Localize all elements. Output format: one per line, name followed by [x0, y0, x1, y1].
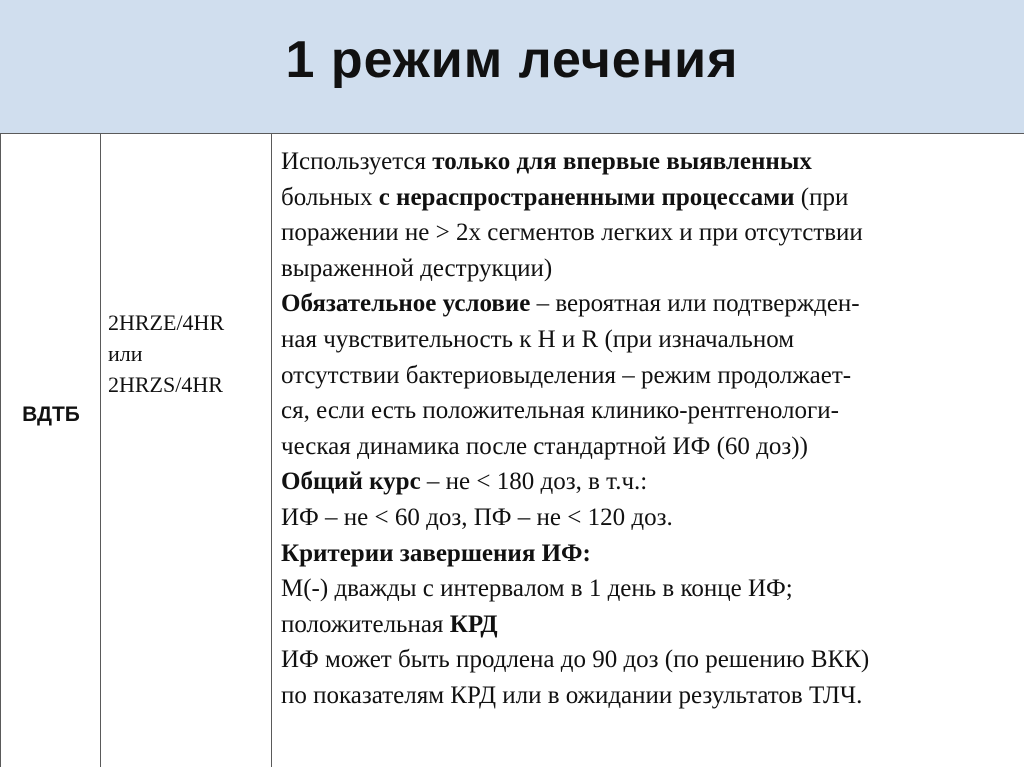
regimen-line: 2HRZS/4HR — [108, 372, 223, 397]
column-divider-2 — [271, 134, 272, 767]
emphasis-text: только для впервые выявленных — [432, 148, 812, 175]
description-line — [281, 144, 1021, 180]
body-text: ИФ – не < 60 доз, ПФ – не < 120 доз. — [281, 503, 673, 531]
description-line — [281, 393, 1021, 429]
description-line — [281, 607, 1021, 643]
description-line — [281, 358, 1021, 394]
description-line — [281, 286, 1021, 322]
body-text: – вероятная или подтвержден- — [530, 290, 860, 318]
body-text: больных — [281, 183, 379, 211]
description-line — [281, 215, 1021, 251]
regimen-table — [0, 134, 1024, 767]
body-text: по показателям КРД или в ожидании результатов ТЛЧ. — [281, 681, 863, 709]
body-text: М(-) дважды с интервалом в 1 день в конце ИФ; — [281, 575, 793, 603]
emphasis-text: Критерии завершения ИФ: — [281, 539, 591, 567]
description-line — [281, 180, 1021, 216]
emphasis-text: Общий курс — [281, 468, 421, 496]
category-label: ВДТБ — [22, 402, 80, 426]
body-text: выраженной деструкции) — [281, 254, 553, 282]
description-line — [281, 500, 1021, 536]
emphasis-text: с нераспространенными процессами — [378, 183, 795, 211]
emphasis-text: КРД — [449, 610, 498, 638]
body-text: – не < 180 доз, в т.ч.: — [420, 468, 648, 496]
table-border-left — [0, 134, 1, 767]
emphasis-text: Обязательное условие — [281, 290, 531, 318]
regimen-line: или — [108, 341, 143, 366]
description-line — [281, 464, 1021, 500]
body-text: ная чувствительность к H и R (при изначальном — [281, 325, 795, 353]
body-text: положительная — [281, 610, 450, 638]
description-line — [281, 571, 1021, 607]
body-text: отсутствии бактериовыделения – режим продолжает- — [281, 361, 852, 389]
description-line — [281, 642, 1021, 678]
regimen-cell — [108, 307, 268, 400]
page-title: 1 режим лечения — [285, 31, 739, 89]
title-bar — [0, 0, 1024, 134]
body-text: поражении не > 2х сегментов легких и при отсутствии — [281, 219, 863, 247]
description-line — [281, 678, 1021, 714]
category-cell — [2, 134, 100, 767]
body-text: (при — [794, 183, 849, 211]
description-line — [281, 429, 1021, 465]
description-line — [281, 251, 1021, 287]
body-text: ся, если есть положительная клинико-рентгенологи- — [281, 397, 839, 425]
body-text: ИФ может быть продлена до 90 доз (по решению ВКК) — [281, 646, 870, 674]
column-divider-1 — [100, 134, 101, 767]
description-line — [281, 322, 1021, 358]
body-text: Используется — [281, 148, 433, 175]
regimen-line: 2HRZE/4HR — [108, 310, 225, 335]
description-line — [281, 536, 1021, 572]
body-text: ческая динамика после стандартной ИФ (60 доз)) — [281, 432, 808, 460]
description-cell — [281, 144, 1021, 714]
